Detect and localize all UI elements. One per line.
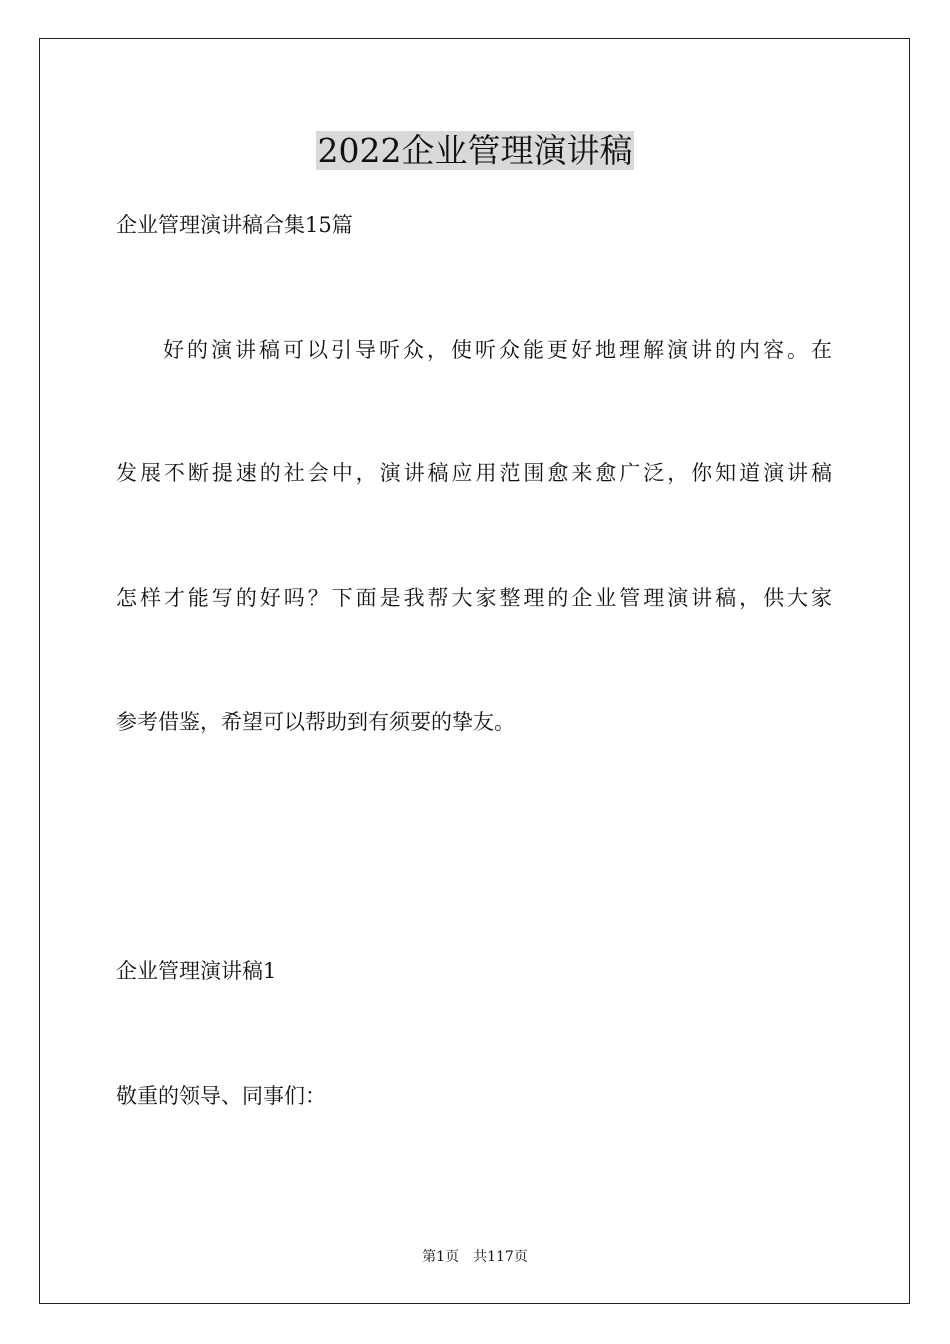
document-title-text: 2022企业管理演讲稿 bbox=[317, 131, 633, 170]
intro-line-2: 发展不断提速的社会中，演讲稿应用范围愈来愈广泛，你知道演讲稿 bbox=[116, 461, 832, 485]
intro-line-3: 怎样才能写的好吗？下面是我帮大家整理的企业管理演讲稿，供大家 bbox=[116, 586, 832, 610]
page-total: 共117页 bbox=[473, 1249, 528, 1265]
salutation: 敬重的领导、同事们： bbox=[116, 1084, 326, 1108]
intro-line-1: 好的演讲稿可以引导听众，使听众能更好地理解演讲的内容。在 bbox=[163, 338, 832, 362]
document-subtitle: 企业管理演讲稿合集15篇 bbox=[116, 213, 353, 237]
intro-line-4: 参考借鉴，希望可以帮助到有须要的挚友。 bbox=[116, 710, 515, 734]
document-title bbox=[0, 128, 950, 174]
page-number: 第1页 bbox=[422, 1249, 460, 1265]
section-heading: 企业管理演讲稿1 bbox=[116, 959, 277, 983]
page-footer bbox=[0, 1247, 950, 1267]
